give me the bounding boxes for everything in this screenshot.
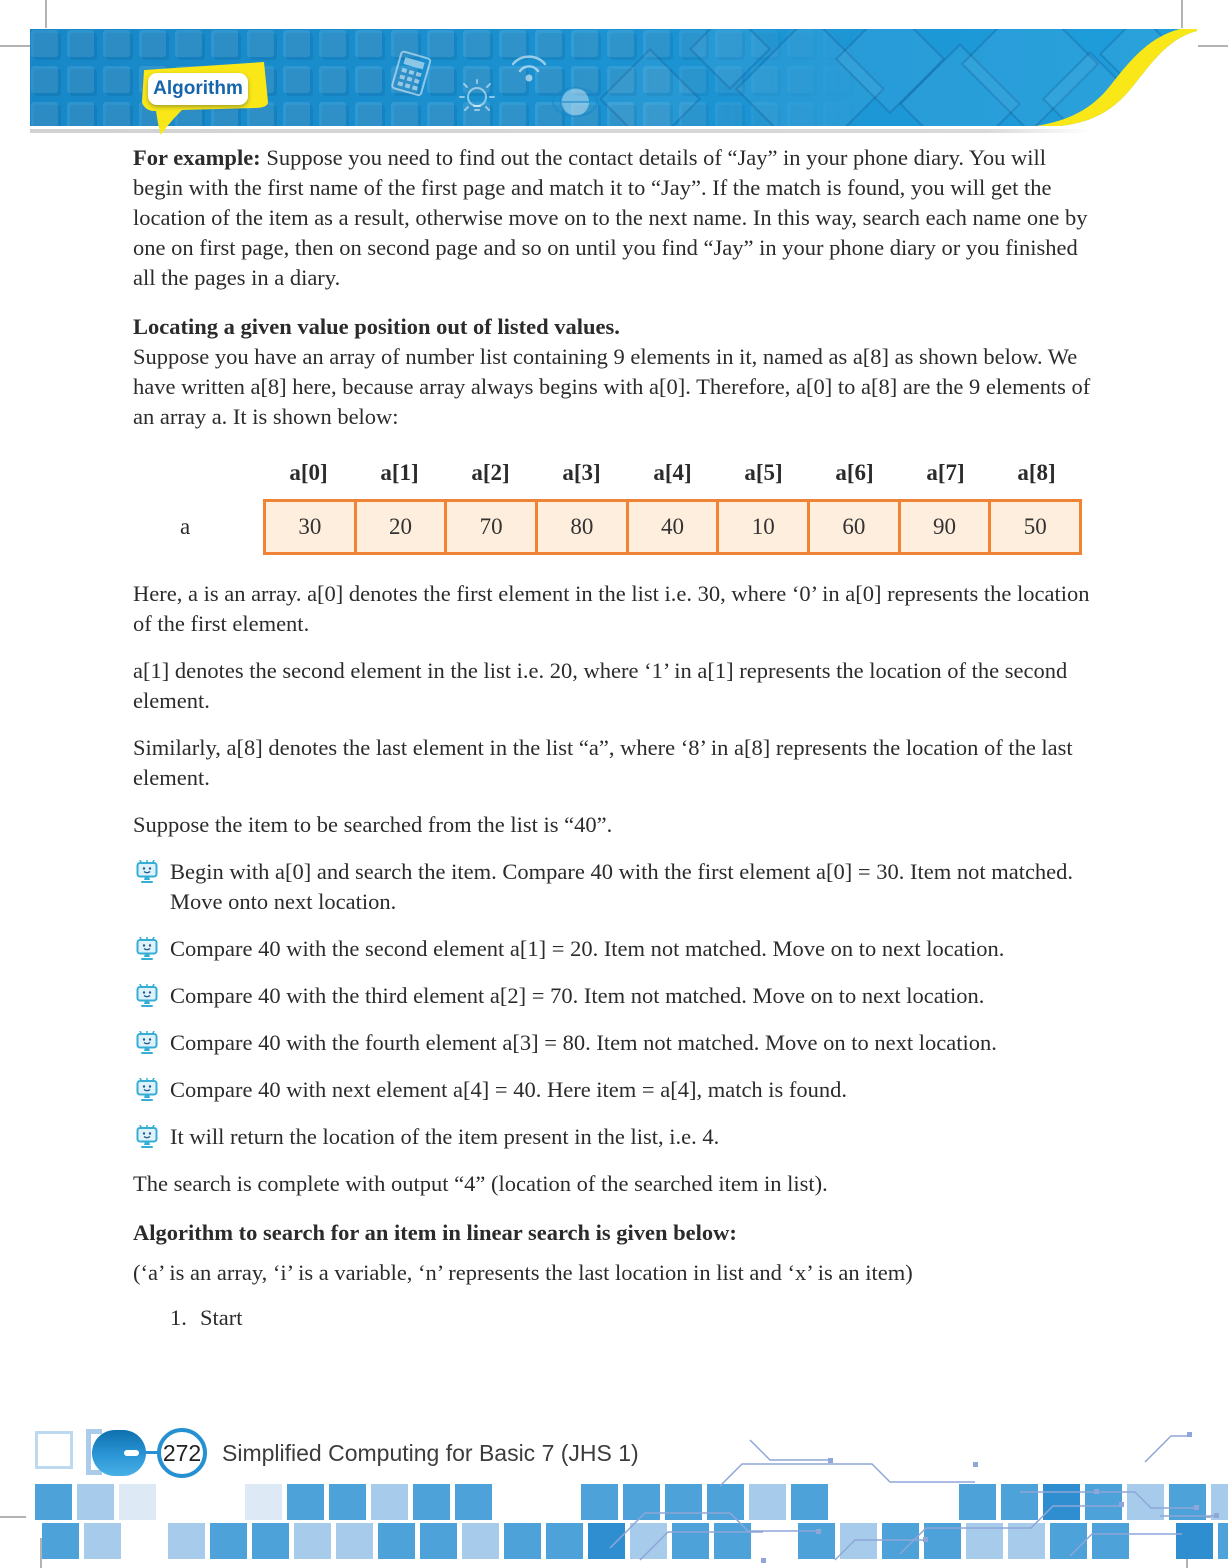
chapter-badge-label: Algorithm [153,78,243,99]
list-item [133,857,1100,917]
footer-square-outline [35,1431,73,1469]
book-title: Simplified Computing for Basic 7 (JHS 1) [222,1440,639,1466]
crop-mark [45,0,47,28]
mosaic-square [245,1484,282,1520]
computer-mascot-icon [136,1125,158,1149]
step-text: It will return the location of the item present in the list, i.e. 4. [170,1124,720,1149]
page-number: 272 [162,1439,202,1466]
array-cell: 70 [444,502,535,552]
computer-mascot-icon [136,937,158,961]
array-cell: 40 [626,502,717,552]
array-cell: 80 [535,502,626,552]
array-cell: 90 [898,502,989,552]
array-value-row [133,499,1100,555]
step-text: Compare 40 with the fourth element a[3] = 80. Item not matched. Move on to next location. [170,1030,997,1055]
array-cell: 10 [716,502,807,552]
search-complete-paragraph: The search is complete with output “4” (location of the searched item in list). [133,1171,828,1196]
intro-lead: For example: [133,145,261,170]
array-row-label: a [180,514,191,539]
algorithm-note-paragraph: (‘a’ is an array, ‘i’ is a variable, ‘n’ represents the last location in list and ‘x’ is an item) [133,1260,913,1285]
mosaic-square [119,1484,156,1520]
section-heading: Locating a given value position out of listed values. [133,314,620,339]
computer-mascot-icon [136,984,158,1008]
list-item [133,981,1100,1011]
array-header-row [263,458,1100,488]
mosaic-square [420,1523,457,1559]
crop-mark [0,45,30,47]
algorithm-heading: Algorithm to search for an item in linear search is given below: [133,1220,737,1245]
computer-mascot-icon [136,860,158,884]
array-cells [263,499,1082,555]
mosaic-square [329,1484,366,1520]
mosaic-square [413,1484,450,1520]
intro-text: Suppose you need to find out the contact details of “Jay” in your phone diary. You will begin with the first name of the first page and match it to “Jay”. If the match is found, you will get the location of the item as a result, otherwise move on to the next name. In this way, search each name one by one on first page, then on second page and so on until you find “Jay” in your phone diary or you finished all the pages in a diary. [133,145,1088,290]
page-content [133,143,1100,1341]
array-cell: 30 [266,502,354,552]
chapter-badge [148,73,248,105]
mosaic-square [252,1523,289,1559]
page-number-badge [157,1428,207,1478]
list-item [133,1028,1100,1058]
step-label: Start [200,1305,243,1330]
mosaic-square [210,1523,247,1559]
step-text: Begin with a[0] and search the item. Compare 40 with the first element a[0] = 30. Item not matched. Move onto next location. [170,859,1074,914]
mosaic-square [35,1484,72,1520]
mosaic-square [294,1523,331,1559]
array-header: a[5] [744,460,783,485]
mosaic-square [168,1523,205,1559]
linear-search-steps [133,857,1100,1152]
array-header: a[2] [471,460,510,485]
step-text: Compare 40 with the third element a[2] = 70. Item not matched. Move on to next location. [170,983,985,1008]
mosaic-square [42,1523,79,1559]
array-header: a[0] [289,460,328,485]
mosaic-square [371,1484,408,1520]
array-header: a[8] [1017,460,1056,485]
search-item-paragraph: Suppose the item to be searched from the list is “40”. [133,812,613,837]
array-header: a[7] [926,460,965,485]
array-header: a[4] [653,460,692,485]
mosaic-square [462,1523,499,1559]
array-header: a[1] [380,460,419,485]
explain-a8-paragraph: Similarly, a[8] denotes the last element in the list “a”, where ‘8’ in a[8] represents the location of the last element. [133,735,1073,790]
mosaic-square [336,1523,373,1559]
intro-paragraph [133,143,1100,293]
crop-mark [1198,45,1228,47]
array-cell: 50 [988,502,1079,552]
array-cell: 20 [354,502,445,552]
array-diagram [133,458,1100,555]
mosaic-square [455,1484,492,1520]
crop-mark [0,1516,26,1518]
list-item [133,1122,1100,1152]
explain-a0-paragraph: Here, a is an array. a[0] denotes the first element in the list i.e. 30, where ‘0’ in a[0] represents the location of the first element. [133,581,1090,636]
computer-mascot-icon [136,1031,158,1055]
crop-mark [1181,0,1183,28]
mosaic-square [504,1523,541,1559]
computer-mascot-icon [136,1078,158,1102]
list-item [133,934,1100,964]
step-text: Compare 40 with next element a[4] = 40. Here item = a[4], match is found. [170,1077,848,1102]
array-header: a[3] [562,460,601,485]
mosaic-square [287,1484,324,1520]
step-text: Compare 40 with the second element a[1] = 20. Item not matched. Move on to next location. [170,936,1005,961]
step-number: 1. [170,1305,187,1330]
algorithm-steps-list [133,1303,1100,1333]
list-item [133,1075,1100,1105]
mosaic-square [77,1484,114,1520]
footer-capsule-dash [124,1450,139,1456]
algorithm-step [170,1303,1100,1333]
array-cell: 60 [807,502,898,552]
mosaic-square [84,1523,121,1559]
section-intro-paragraph: Suppose you have an array of number list containing 9 elements in it, named as a[8] as shown below. We have written a[8] here, because array always begins with a[0]. Therefore, a[0] to a[8] are the 9 elements of an array a. It is shown below: [133,344,1091,429]
circuit-pattern [600,1428,1228,1568]
array-header: a[6] [835,460,874,485]
explain-a1-paragraph: a[1] denotes the second element in the list i.e. 20, where ‘1’ in a[1] represents the location of the second element. [133,658,1068,713]
mosaic-square [378,1523,415,1559]
mosaic-square [546,1523,583,1559]
